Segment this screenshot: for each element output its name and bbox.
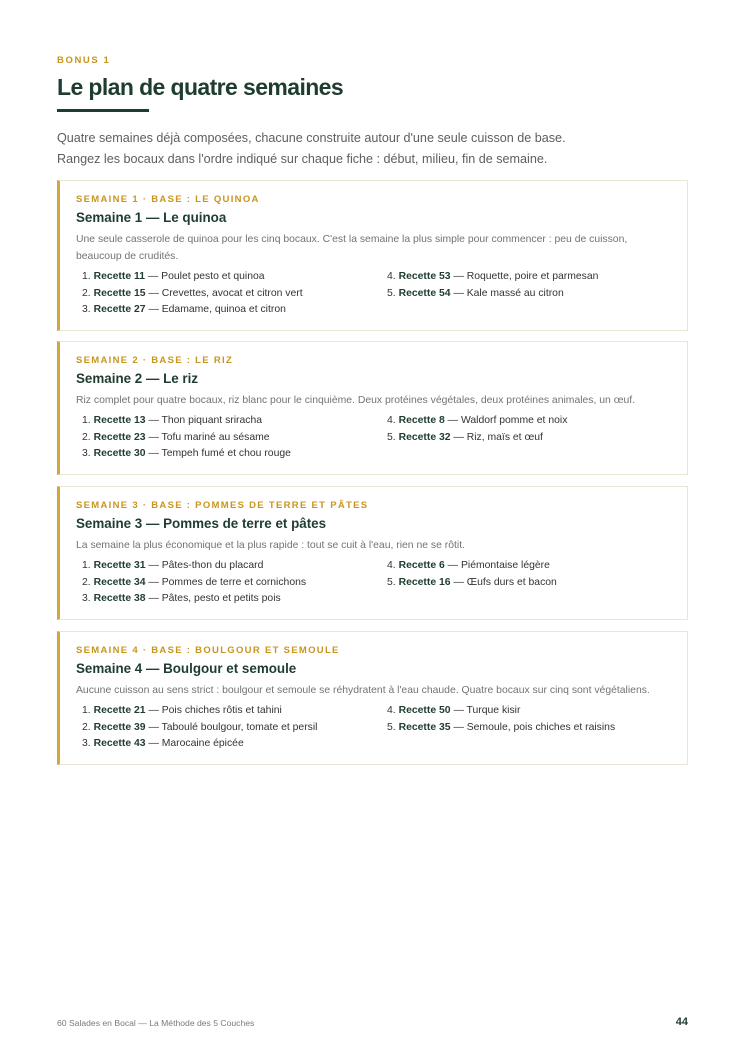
week-kicker: SEMAINE 3 · BASE : POMMES DE TERRE ET PÂTES bbox=[76, 500, 369, 511]
recipe-list bbox=[76, 269, 671, 319]
recipe-item: 1. Recette 13 — Thon piquant sriracha bbox=[82, 415, 263, 426]
recipe-item: 3. Recette 30 — Tempeh fumé et chou rouge bbox=[82, 448, 291, 459]
week-card-1 bbox=[57, 180, 688, 331]
week-title: Semaine 1 — Le quinoa bbox=[76, 210, 227, 225]
recipe-item: 5. Recette 32 — Riz, maïs et œuf bbox=[387, 431, 543, 443]
recipe-item: 1. Recette 11 — Poulet pesto et quinoa bbox=[82, 271, 265, 282]
intro-line-1: Quatre semaines déjà composées, chacune construite autour d'une seule cuisson de base. bbox=[57, 131, 566, 145]
recipe-item: 4. Recette 6 — Piémontaise légère bbox=[387, 560, 550, 571]
page-title: Le plan de quatre semaines bbox=[57, 74, 344, 100]
page-number: 44 bbox=[675, 1016, 688, 1028]
footer-book-title: 60 Salades en Bocal — La Méthode des 5 Couches bbox=[57, 1018, 255, 1028]
recipe-item: 5. Recette 54 — Kale massé au citron bbox=[387, 287, 564, 299]
recipe-item: 1. Recette 21 — Pois chiches rôtis et tahini bbox=[82, 705, 282, 716]
recipe-item: 3. Recette 38 — Pâtes, pesto et petits pois bbox=[82, 593, 281, 604]
recipe-item: 5. Recette 35 — Semoule, pois chiches et raisins bbox=[387, 721, 616, 733]
week-description: La semaine la plus économique et la plus rapide : tout se cuit à l'eau, rien ne se rôtit. bbox=[76, 540, 465, 551]
week-description: Une seule casserole de quinoa pour les cinq bocaux. C'est la semaine la plus simple pour commencer : peu de cuisson, beaucoup de crudités. bbox=[76, 234, 628, 262]
recipe-item: 5. Recette 16 — Œufs durs et bacon bbox=[387, 576, 557, 588]
recipe-item: 2. Recette 34 — Pommes de terre et cornichons bbox=[82, 576, 307, 588]
week-card-3 bbox=[57, 486, 688, 620]
recipe-item: 2. Recette 23 — Tofu mariné au sésame bbox=[82, 431, 270, 443]
recipe-item: 1. Recette 31 — Pâtes-thon du placard bbox=[82, 560, 264, 571]
week-card-2 bbox=[57, 341, 688, 475]
recipe-list bbox=[76, 413, 671, 463]
recipe-item: 2. Recette 39 — Taboulé boulgour, tomate et persil bbox=[82, 721, 318, 733]
recipe-list bbox=[76, 703, 671, 753]
week-description: Riz complet pour quatre bocaux, riz blanc pour le cinquième. Deux protéines végétales, deux protéines animales, un œuf. bbox=[76, 395, 636, 406]
week-title: Semaine 4 — Boulgour et semoule bbox=[76, 661, 297, 676]
title-underline bbox=[57, 109, 149, 112]
week-kicker: SEMAINE 1 · BASE : LE QUINOA bbox=[76, 194, 260, 205]
recipe-item: 2. Recette 15 — Crevettes, avocat et citron vert bbox=[82, 287, 303, 299]
week-kicker: SEMAINE 2 · BASE : LE RIZ bbox=[76, 355, 234, 366]
week-title: Semaine 3 — Pommes de terre et pâtes bbox=[76, 516, 327, 531]
section-eyebrow: BONUS 1 bbox=[57, 55, 111, 66]
recipe-item: 4. Recette 53 — Roquette, poire et parmesan bbox=[387, 271, 599, 282]
recipe-item: 3. Recette 43 — Marocaine épicée bbox=[82, 738, 244, 749]
intro-text bbox=[57, 128, 566, 169]
intro-line-2: Rangez les bocaux dans l'ordre indiqué sur chaque fiche : début, milieu, fin de semaine. bbox=[57, 151, 548, 166]
recipe-list bbox=[76, 558, 671, 608]
week-card-4 bbox=[57, 631, 688, 765]
recipe-item: 4. Recette 8 — Waldorf pomme et noix bbox=[387, 415, 568, 426]
week-kicker: SEMAINE 4 · BASE : BOULGOUR ET SEMOULE bbox=[76, 645, 340, 656]
week-description: Aucune cuisson au sens strict : boulgour et semoule se réhydratent à l'eau chaude. Quatre bocaux sur cinq sont végétaliens. bbox=[76, 685, 650, 696]
week-title: Semaine 2 — Le riz bbox=[76, 371, 199, 386]
recipe-item: 3. Recette 27 — Edamame, quinoa et citron bbox=[82, 304, 286, 315]
recipe-item: 4. Recette 50 — Turque kisir bbox=[387, 705, 521, 716]
